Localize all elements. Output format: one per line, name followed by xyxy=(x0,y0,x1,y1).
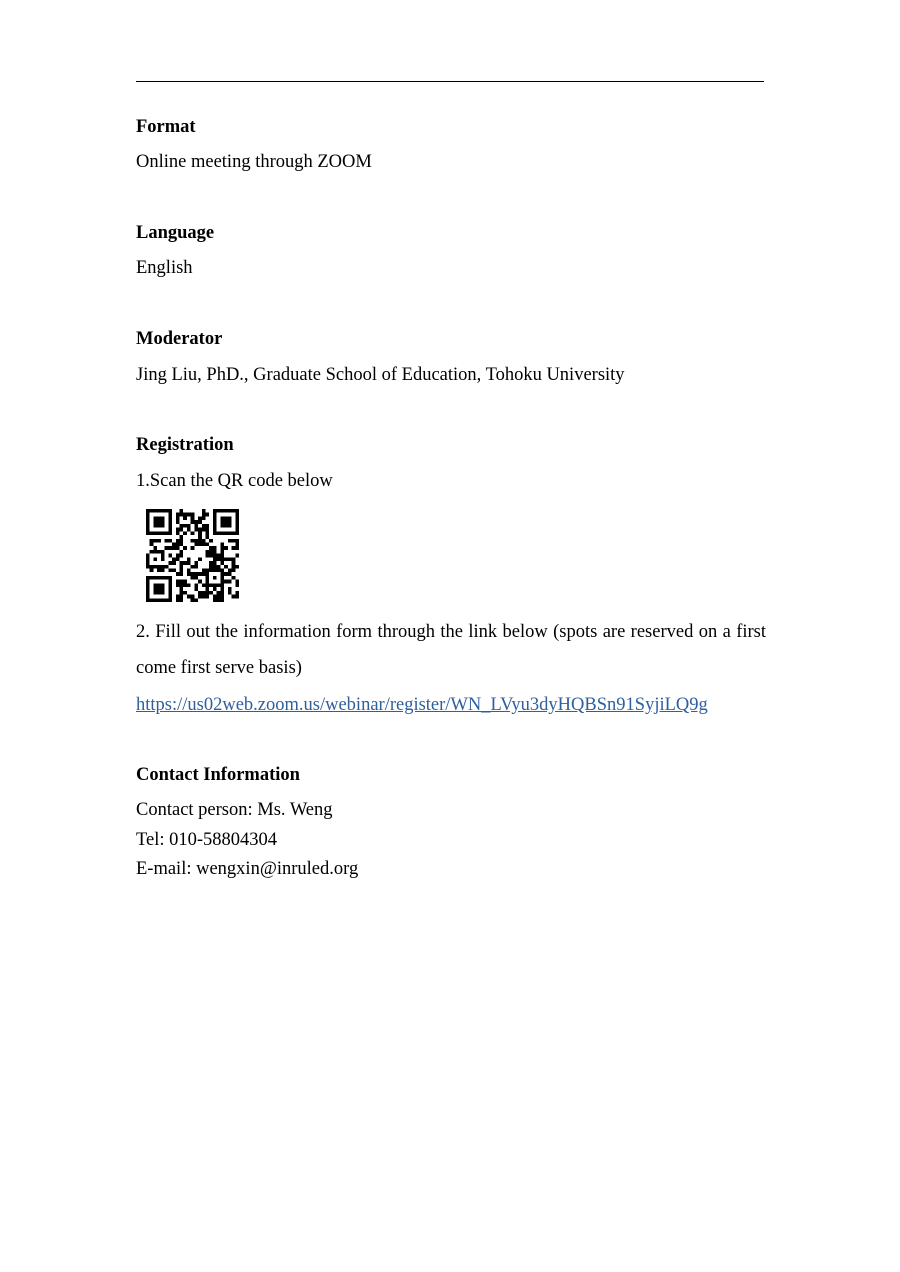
contact-heading: Contact Information xyxy=(136,765,300,785)
format-heading: Format xyxy=(136,117,196,137)
registration-heading: Registration xyxy=(136,435,234,455)
qr-code-icon xyxy=(146,509,239,602)
moderator-text: Jing Liu, PhD., Graduate School of Education, Tohoku University xyxy=(136,365,625,385)
language-heading: Language xyxy=(136,223,215,243)
language-text: English xyxy=(136,258,193,278)
contact-person: Contact person: Ms. Weng xyxy=(136,800,333,820)
contact-email: E-mail: wengxin@inruled.org xyxy=(136,859,359,879)
moderator-heading: Moderator xyxy=(136,329,223,349)
registration-link-line xyxy=(136,694,708,716)
registration-step-1: 1.Scan the QR code below xyxy=(136,471,333,491)
registration-link[interactable]: https://us02web.zoom.us/webinar/register/WN_LVyu3dyHQBSn91SyjiLQ9g xyxy=(136,695,708,715)
format-text: Online meeting through ZOOM xyxy=(136,152,372,172)
header-divider xyxy=(136,81,764,82)
contact-tel: Tel: 010-58804304 xyxy=(136,830,278,850)
registration-step-2: 2. Fill out the information form through the link below (spots are reserved on a first come first serve basis) xyxy=(136,622,766,678)
